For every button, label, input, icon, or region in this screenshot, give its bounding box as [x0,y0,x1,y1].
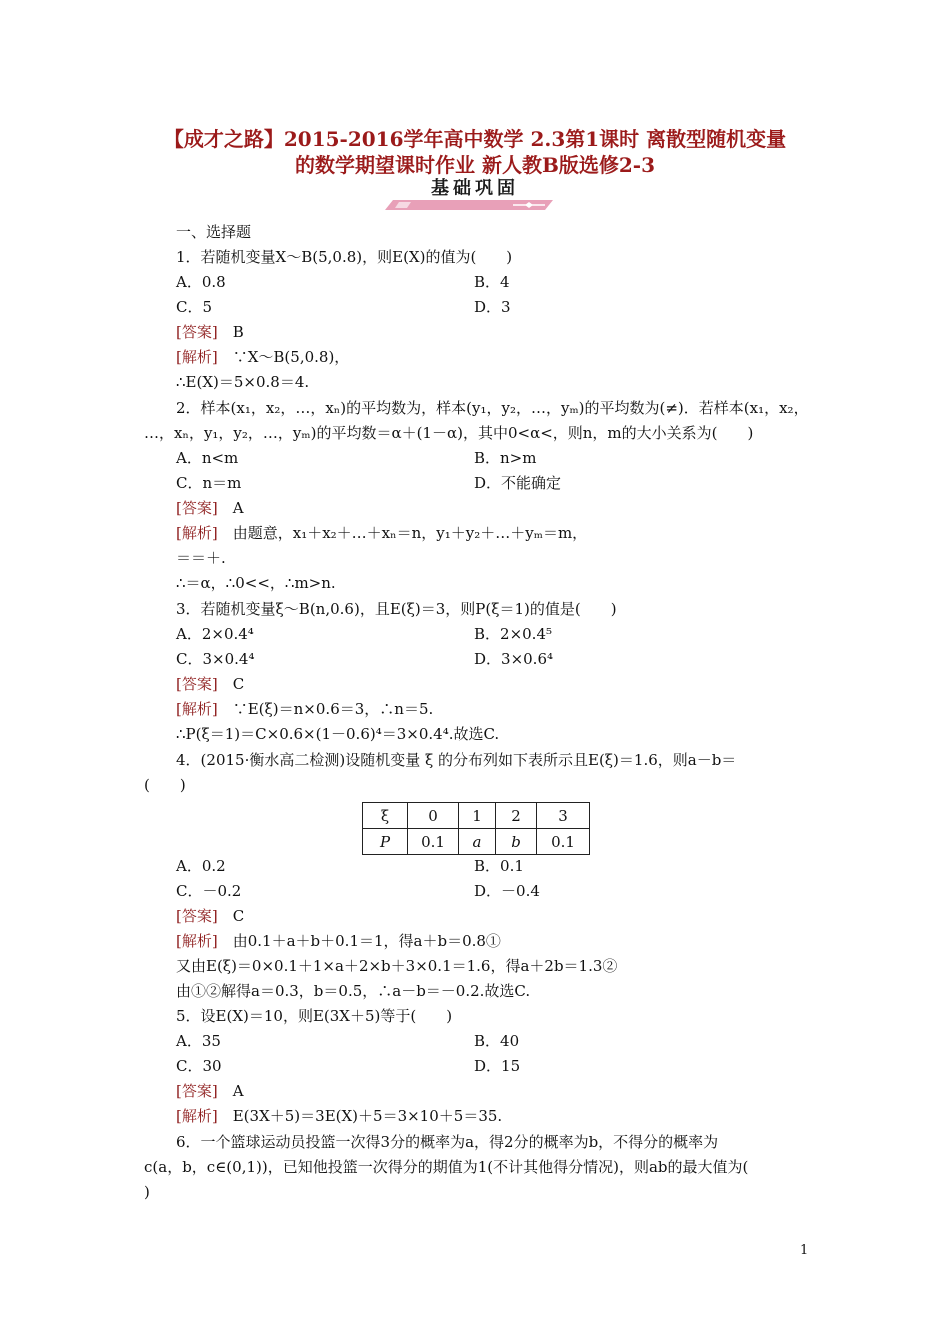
section-heading: 一、选择题 [176,223,252,241]
answer-value: A [232,499,244,517]
q2-answer [176,498,244,518]
q3-answer [176,674,244,694]
question-2-stem-1: 2．样本(x₁，x₂，…，xₙ)的平均数为，样本(y₁，y₂，…，yₘ)的平均数为(≠)．若样本(x₁，x₂， [176,399,809,417]
question-3-stem: 3．若随机变量ξ～B(n,0.6)，且E(ξ)＝3，则P(ξ＝1)的值是( ) [176,600,617,618]
analysis-tag: [解析] [176,348,218,366]
analysis-tag: [解析] [176,1107,218,1125]
question-4-stem-2: ( ) [144,776,186,794]
table-row [363,829,590,855]
answer-tag: [答案] [176,675,218,693]
analysis-tag: [解析] [176,524,218,542]
q4-option-d: D．－0.4 [474,882,540,900]
q4-option-b: B．0.1 [474,857,524,875]
q5-option-d: D．15 [474,1057,521,1075]
answer-value: C [232,907,245,925]
table-cell: ξ [363,803,408,829]
q3-option-c: C．3×0.4⁴ [176,650,255,668]
answer-tag: [答案] [176,907,218,925]
section-banner [385,178,565,212]
question-2-stem-2: …，xₙ，y₁，y₂，…，yₘ)的平均数＝α＋(1－α)，其中0<α<，则n，m的大小关系为( ) [144,424,754,442]
q1-option-b: B．4 [474,273,510,291]
question-5-stem: 5．设E(X)＝10，则E(3X＋5)等于( ) [176,1007,453,1025]
q4-analysis-3: 由①②解得a＝0.3，b＝0.5，∴a－b＝－0.2.故选C. [176,982,531,1000]
q2-option-a: A．n<m [176,449,239,467]
answer-tag: [答案] [176,1082,218,1100]
analysis-tag: [解析] [176,932,218,950]
q5-analysis [176,1106,502,1126]
table-row [363,803,590,829]
analysis-text: ∵E(ξ)＝n×0.6＝3，∴n＝5. [232,700,434,718]
table-cell: 0.1 [408,829,459,855]
q3-option-d: D．3×0.6⁴ [474,650,554,668]
document-title-line1: 【成才之路】2015-2016学年高中数学 2.3第1课时 离散型随机变量 [163,127,787,151]
table-cell: 2 [496,803,537,829]
distribution-table [362,802,590,855]
q1-option-a: A．0.8 [176,273,226,291]
question-6-stem-2: c(a，b，c∈(0,1))，已知他投篮一次得分的期值为1(不计其他得分情况)，则ab的最大值为( [144,1158,749,1176]
q4-answer [176,906,244,926]
q1-analysis [176,347,349,367]
q4-analysis-2: 又由E(ξ)＝0×0.1＋1×a＋2×b＋3×0.1＝1.6，得a＋2b＝1.3② [176,957,618,975]
answer-value: B [232,323,244,341]
q4-option-c: C．－0.2 [176,882,242,900]
q2-option-c: C．n＝m [176,474,242,492]
page-number: 1 [800,1243,809,1258]
q1-answer [176,322,244,342]
q3-option-a: A．2×0.4⁴ [176,625,254,643]
q1-analysis-2: ∴E(X)＝5×0.8＝4. [176,373,310,391]
answer-tag: [答案] [176,499,218,517]
q2-analysis-2: ＝＝＋. [176,549,226,567]
table-cell: a [459,829,496,855]
q3-analysis-2: ∴P(ξ＝1)＝C×0.6×(1－0.6)⁴＝3×0.4⁴.故选C. [176,725,500,743]
analysis-text: 由题意，x₁＋x₂＋…＋xₙ＝n，y₁＋y₂＋…＋yₘ＝m， [232,524,588,542]
analysis-tag: [解析] [176,700,218,718]
question-4-stem-1: 4．(2015·衡水高二检测)设随机变量 ξ 的分布列如下表所示且E(ξ)＝1.6，则a－b＝ [176,751,737,769]
q5-option-b: B．40 [474,1032,520,1050]
answer-value: A [232,1082,244,1100]
table-cell: P [363,829,408,855]
question-6-stem-1: 6．一个篮球运动员投篮一次得3分的概率为a，得2分的概率为b，不得分的概率为 [176,1133,719,1151]
table-cell: 3 [537,803,590,829]
q1-option-c: C．5 [176,298,213,316]
document-title-line2: 的数学期望课时作业 新人教B版选修2-3 [295,153,655,177]
q3-analysis [176,699,433,719]
question-1-stem: 1．若随机变量X～B(5,0.8)，则E(X)的值为( ) [176,248,513,266]
q5-option-c: C．30 [176,1057,222,1075]
q2-analysis [176,523,587,543]
table-cell: b [496,829,537,855]
q2-option-d: D．不能确定 [474,474,562,492]
q3-option-b: B．2×0.4⁵ [474,625,553,643]
banner-label: 基础巩固 [431,178,519,199]
q5-option-a: A．35 [176,1032,221,1050]
analysis-text: E(3X＋5)＝3E(X)＋5＝3×10＋5＝35. [232,1107,503,1125]
q1-option-d: D．3 [474,298,511,316]
answer-value: C [232,675,245,693]
q2-analysis-3: ∴＝α，∴0<<，∴m>n. [176,574,336,592]
table-cell: 0.1 [537,829,590,855]
q4-analysis [176,931,501,951]
question-6-stem-3: ) [144,1183,150,1201]
answer-tag: [答案] [176,323,218,341]
q4-option-a: A．0.2 [176,857,226,875]
table-cell: 0 [408,803,459,829]
analysis-text: 由0.1＋a＋b＋0.1＝1，得a＋b＝0.8① [232,932,501,950]
q5-answer [176,1081,244,1101]
table-cell: 1 [459,803,496,829]
analysis-text: ∵X～B(5,0.8)， [232,348,350,366]
q2-option-b: B．n>m [474,449,537,467]
